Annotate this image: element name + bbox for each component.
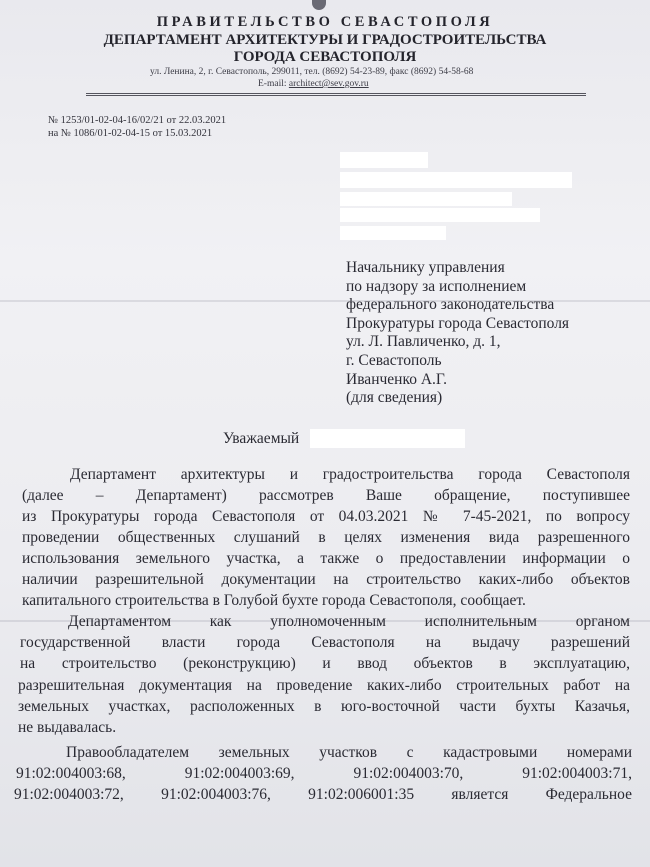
letterhead-email [258, 79, 369, 89]
body-line: Департамент архитектуры и градостроительства города Севастополя [70, 466, 630, 483]
email-label: E-mail: [258, 79, 289, 89]
body-line: Департаментом как уполномоченным исполнительным органом [68, 613, 630, 630]
addressee-line: ул. Л. Павличенко, д. 1, [346, 333, 501, 351]
body-line: разрешительная документация на проведение каких-либо строительных работ на [18, 677, 630, 694]
outgoing-number: № 1253/01-02-04-16/02/21 от 22.03.2021 [48, 115, 227, 126]
greeting: Уважаемый [223, 430, 300, 447]
body-line: 91:02:004003:72, 91:02:004003:76, 91:02:006001:35 является Федеральное [14, 786, 632, 803]
redacted-block [340, 192, 512, 206]
letterhead-city: ГОРОДА СЕВАСТОПОЛЯ [233, 49, 417, 65]
letterhead-government: ПРАВИТЕЛЬСТВО СЕВАСТОПОЛЯ [156, 14, 494, 30]
coat-of-arms-icon [312, 0, 326, 10]
body-line: Правообладателем земельных участков с кадастровыми номерами [66, 744, 632, 761]
addressee-block [346, 259, 569, 408]
addressee-line: г. Севастополь [346, 351, 442, 369]
redacted-name [310, 429, 465, 448]
addressee-line: федерального законодательства [346, 296, 555, 314]
letterhead-department: ДЕПАРТАМЕНТ АРХИТЕКТУРЫ И ГРАДОСТРОИТЕЛЬСТВА [103, 32, 547, 48]
body-line: (далее – Департамент) рассмотрев Ваше обращение, поступившее [22, 487, 630, 504]
addressee-line: Прокуратуры города Севастополя [346, 314, 570, 332]
redacted-block [340, 152, 428, 168]
addressee-line: Иванченко А.Г. [346, 370, 447, 388]
body-line: наличии разрешительной документации на строительство каких-либо объектов [22, 571, 630, 588]
letterhead-address: ул. Ленина, 2, г. Севастополь, 299011, тел. (8692) 54-23-89, факс (8692) 54-58-68 [150, 67, 474, 77]
redacted-block [340, 208, 540, 222]
incoming-number: на № 1086/01-02-04-15 от 15.03.2021 [48, 128, 213, 139]
email-link[interactable]: architect@sev.gov.ru [288, 79, 369, 89]
addressee-line: по надзору за исполнением [346, 277, 527, 295]
body-line: земельных участках, расположенных в юго-восточной части бухты Казачья, [18, 698, 630, 715]
addressee-line: Начальнику управления [346, 259, 505, 276]
letterhead-divider [86, 93, 586, 94]
addressee-line: (для сведения) [346, 389, 443, 407]
body-line: на строительство (реконструкцию) и ввод объектов в эксплуатацию, [20, 655, 630, 672]
redacted-block [340, 226, 446, 240]
body-line: проведении общественных слушаний в целях изменения вида разрешенного [22, 529, 630, 546]
redacted-block [340, 172, 572, 188]
body-line: 91:02:004003:68, 91:02:004003:69, 91:02:004003:70, 91:02:004003:71, [16, 765, 632, 782]
body-line: государственной власти города Севастополя на выдачу разрешений [20, 634, 630, 651]
letterhead-divider [86, 95, 586, 96]
body-line: использования земельного участка, а также о предоставлении информации о [22, 550, 630, 567]
body-line: из Прокуратуры города Севастополя от 04.03.2021 № 7-45-2021, по вопросу [22, 508, 630, 525]
body-line: капитального строительства в Голубой бухте города Севастополя, сообщает. [22, 592, 526, 609]
body-line: не выдавалась. [18, 719, 117, 736]
